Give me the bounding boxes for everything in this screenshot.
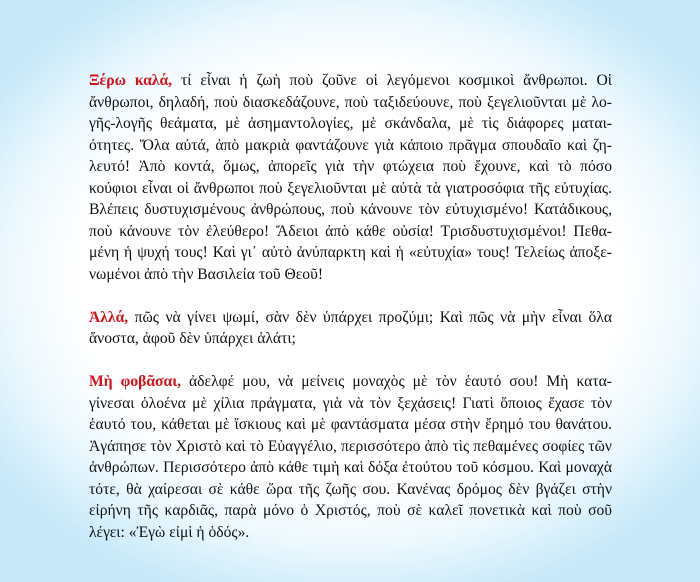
text-line: λέγει: «Ἐγὼ εἰμὶ ἡ ὁδός». [89,523,250,541]
lead-phrase: Ἀλλά, [89,308,129,326]
text-segment: τί εἶναι ἡ ζωὴ ποὺ ζοῦνε οἱ λεγόμενοι κοσμικοὶ ἄνθρωποι. Οἱ [172,72,612,89]
text-line: Βλέπεις δυστυχισμένους ἀνθρώπους, ποὺ κάνουνε τὸν εὐτυχισμένο! Κατάδικους, [89,201,612,218]
text-line [89,70,612,92]
text-segment: πῶς νὰ γίνει ψωμί, σὰν δὲν ὑπάρχει προζύμι; Καὶ πῶς νὰ μὴν εἶναι ὅλα [128,308,612,326]
text-line: ότητες. Ὅλα αὐτά, ἀπὸ μακριὰ φαντάζουνε γιὰ κάποιο πρᾶγμα σπουδαῖο καὶ ζη- [89,136,612,154]
text-line: γῆς-λογῆς θεάματα, μὲ ἀσημαντολογίες, μὲ σκάνδαλα, μὲ τὶς διάφορες μαται- [89,115,612,132]
paragraph-gap [89,350,612,372]
text-line: Ἀγάπησε τὸν Χριστὸ καὶ τὸ Εὐαγγέλιο, περισσότερο ἀπὸ τὶς πεθαμένες σοφίες τῶν [89,437,612,455]
text-line: μένη ἡ ψυχή τους! Καὶ γι᾿ αὐτὸ ἀνύπαρκτη καὶ ἡ «εὐτυχία» τους! Τελείως ἀποξε- [89,244,612,261]
text-line: λευτό! Ἀπὸ κοντά, ὅμως, ἀπορεῖς γιὰ τὴν φτώχεια ποὺ ἔχουνε, καὶ τὸ πόσο [89,158,612,175]
text-line: ἄνοστα, ἀφοῦ δὲν ὑπάρχει ἁλάτι; [89,330,296,347]
text-body [89,70,612,543]
lead-phrase: Ξέρω καλά, [89,72,173,89]
text-line: ἄνθρωποι, δηλαδή, ποὺ διασκεδάζουνε, ποὺ ταξιδεύουνε, ποὺ ξεγελιοῦνται μὲ λο- [89,93,612,111]
text-line: νωμένοι ἀπὸ τὴν Βασιλεία τοῦ Θεοῦ! [89,265,324,283]
text-line: εἰρήνη τῆς καρδιᾶς, παρὰ μόνο ὁ Χριστός, ποὺ σὲ καλεῖ πονετικὰ καὶ ποὺ σοῦ [89,502,612,519]
text-line [89,371,612,393]
paragraph-2 [89,307,612,350]
text-line: ἀνθρώπων. Περισσότερο ἀπὸ κάθε τιμὴ καὶ δόξα ἐτούτου τοῦ κόσμου. Καὶ μοναχὰ [89,459,612,476]
text-line [89,307,612,329]
text-line: ἑαυτό του, κάθεται μὲ ἴσκιους καὶ μὲ φαντάσματα μέσα στὴν ἔρημό του θανάτου. [89,416,612,433]
text-segment: ἀδελφέ μου, νὰ μείνεις μοναχὸς μὲ τὸν ἑαυτό σου! Μὴ κατα- [180,373,612,390]
paragraph-3 [89,371,612,543]
text-line: γίνεσαι ὁλοένα μὲ χίλια πράγματα, γιὰ νὰ τὸν ξεχάσεις! Γιατὶ ὅποιος ἔχασε τὸν [89,394,612,412]
lead-phrase: Μὴ φοβᾶσαι, [89,373,181,390]
paragraph-gap [89,285,612,307]
text-line: τότε, θὰ χαίρεσαι σὲ κάθε ὥρα τῆς ζωῆς σου. Κανένας δρόμος δὲν βγάζει στὴν [89,480,612,498]
text-line: ποὺ κάνουνε τὸν ἐλεύθερο! Ἄδειοι ἀπὸ κάθε οὐσία! Τρισδυστυχισμένοι! Πεθα- [89,222,612,240]
paragraph-1 [89,70,612,285]
text-line: κούφιοι εἶναι οἱ ἄνθρωποι ποὺ ξεγελιοῦνται μὲ αὐτὰ τὰ γιατροσόφια τῆς εὐτυχίας. [89,179,612,197]
